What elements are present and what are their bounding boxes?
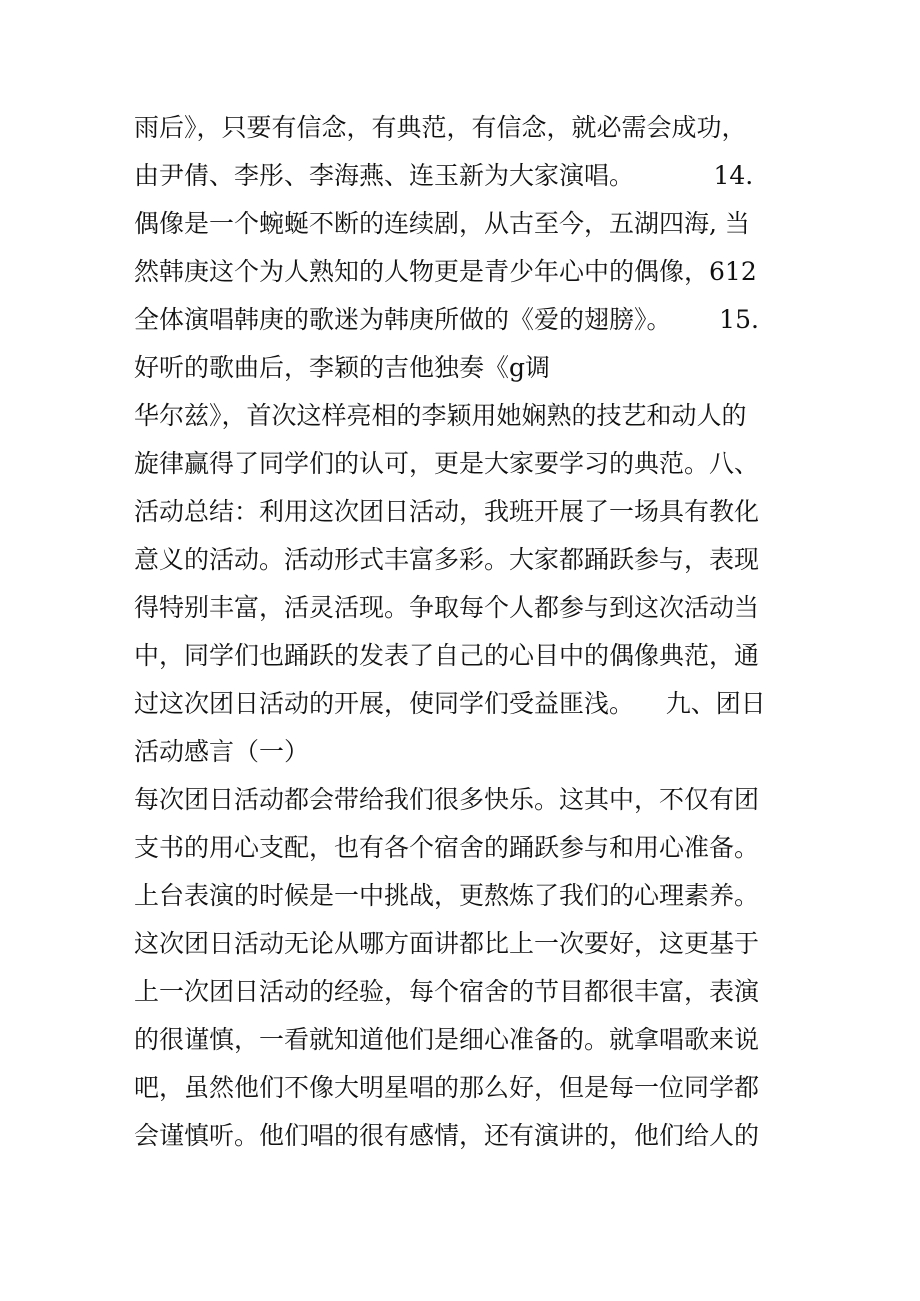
text-line: 每次团日活动都会带给我们很多快乐。这其中，不仅有团 bbox=[134, 785, 760, 814]
text-line: 得特别丰富，活灵活现。争取每个人都参与到这次活动当 bbox=[134, 593, 760, 622]
text-line: 支书的用心支配，也有各个宿舍的踊跃参与和用心准备。 bbox=[134, 833, 760, 862]
text-line: 旋律赢得了同学们的认可，更是大家要学习的典范。八、 bbox=[134, 449, 760, 478]
text-line: 这次团日活动无论从哪方面讲都比上一次要好，这更基于 bbox=[134, 929, 760, 958]
text-line: 上一次团日活动的经验，每个宿舍的节目都很丰富，表演 bbox=[134, 977, 760, 1006]
text-line: 的很谨慎，一看就知道他们是细心准备的。就拿唱歌来说 bbox=[134, 1025, 760, 1054]
text-line: 雨后》，只要有信念，有典范，有信念，就必需会成功， bbox=[134, 113, 747, 142]
text-line: 活动总结：利用这次团日活动，我班开展了一场具有教化 bbox=[134, 497, 760, 526]
text-line: 中，同学们也踊跃的发表了自己的心目中的偶像典范，通 bbox=[134, 641, 760, 670]
text-line: 活动感言（一） bbox=[134, 737, 310, 766]
text-line: 好听的歌曲后，李颖的吉他独奏《g调 bbox=[134, 353, 551, 382]
text-line: 全体演唱韩庚的歌迷为韩庚所做的《爱的翅膀》。 15. bbox=[134, 305, 759, 334]
text-line: 意义的活动。活动形式丰富多彩。大家都踊跃参与，表现 bbox=[134, 545, 760, 574]
text-line: 偶像是一个蜿蜒不断的连续剧，从古至今，五湖四海, 当 bbox=[134, 209, 750, 238]
text-line: 由尹倩、李彤、李海燕、连玉新为大家演唱。 14. bbox=[134, 161, 754, 190]
text-line: 过这次团日活动的开展，使同学们受益匪浅。 九、团日 bbox=[134, 689, 766, 718]
text-line: 上台表演的时候是一中挑战，更熬炼了我们的心理素养。 bbox=[134, 881, 760, 910]
text-line: 会谨慎听。他们唱的很有感情，还有演讲的，他们给人的 bbox=[134, 1121, 760, 1150]
text-line: 吧，虽然他们不像大明星唱的那么好，但是每一位同学都 bbox=[134, 1073, 760, 1102]
text-line: 华尔兹》，首次这样亮相的李颖用她娴熟的技艺和动人的 bbox=[134, 401, 747, 430]
text-line: 然韩庚这个为人熟知的人物更是青少年心中的偶像，612 bbox=[134, 257, 757, 286]
body-text bbox=[134, 104, 794, 1160]
